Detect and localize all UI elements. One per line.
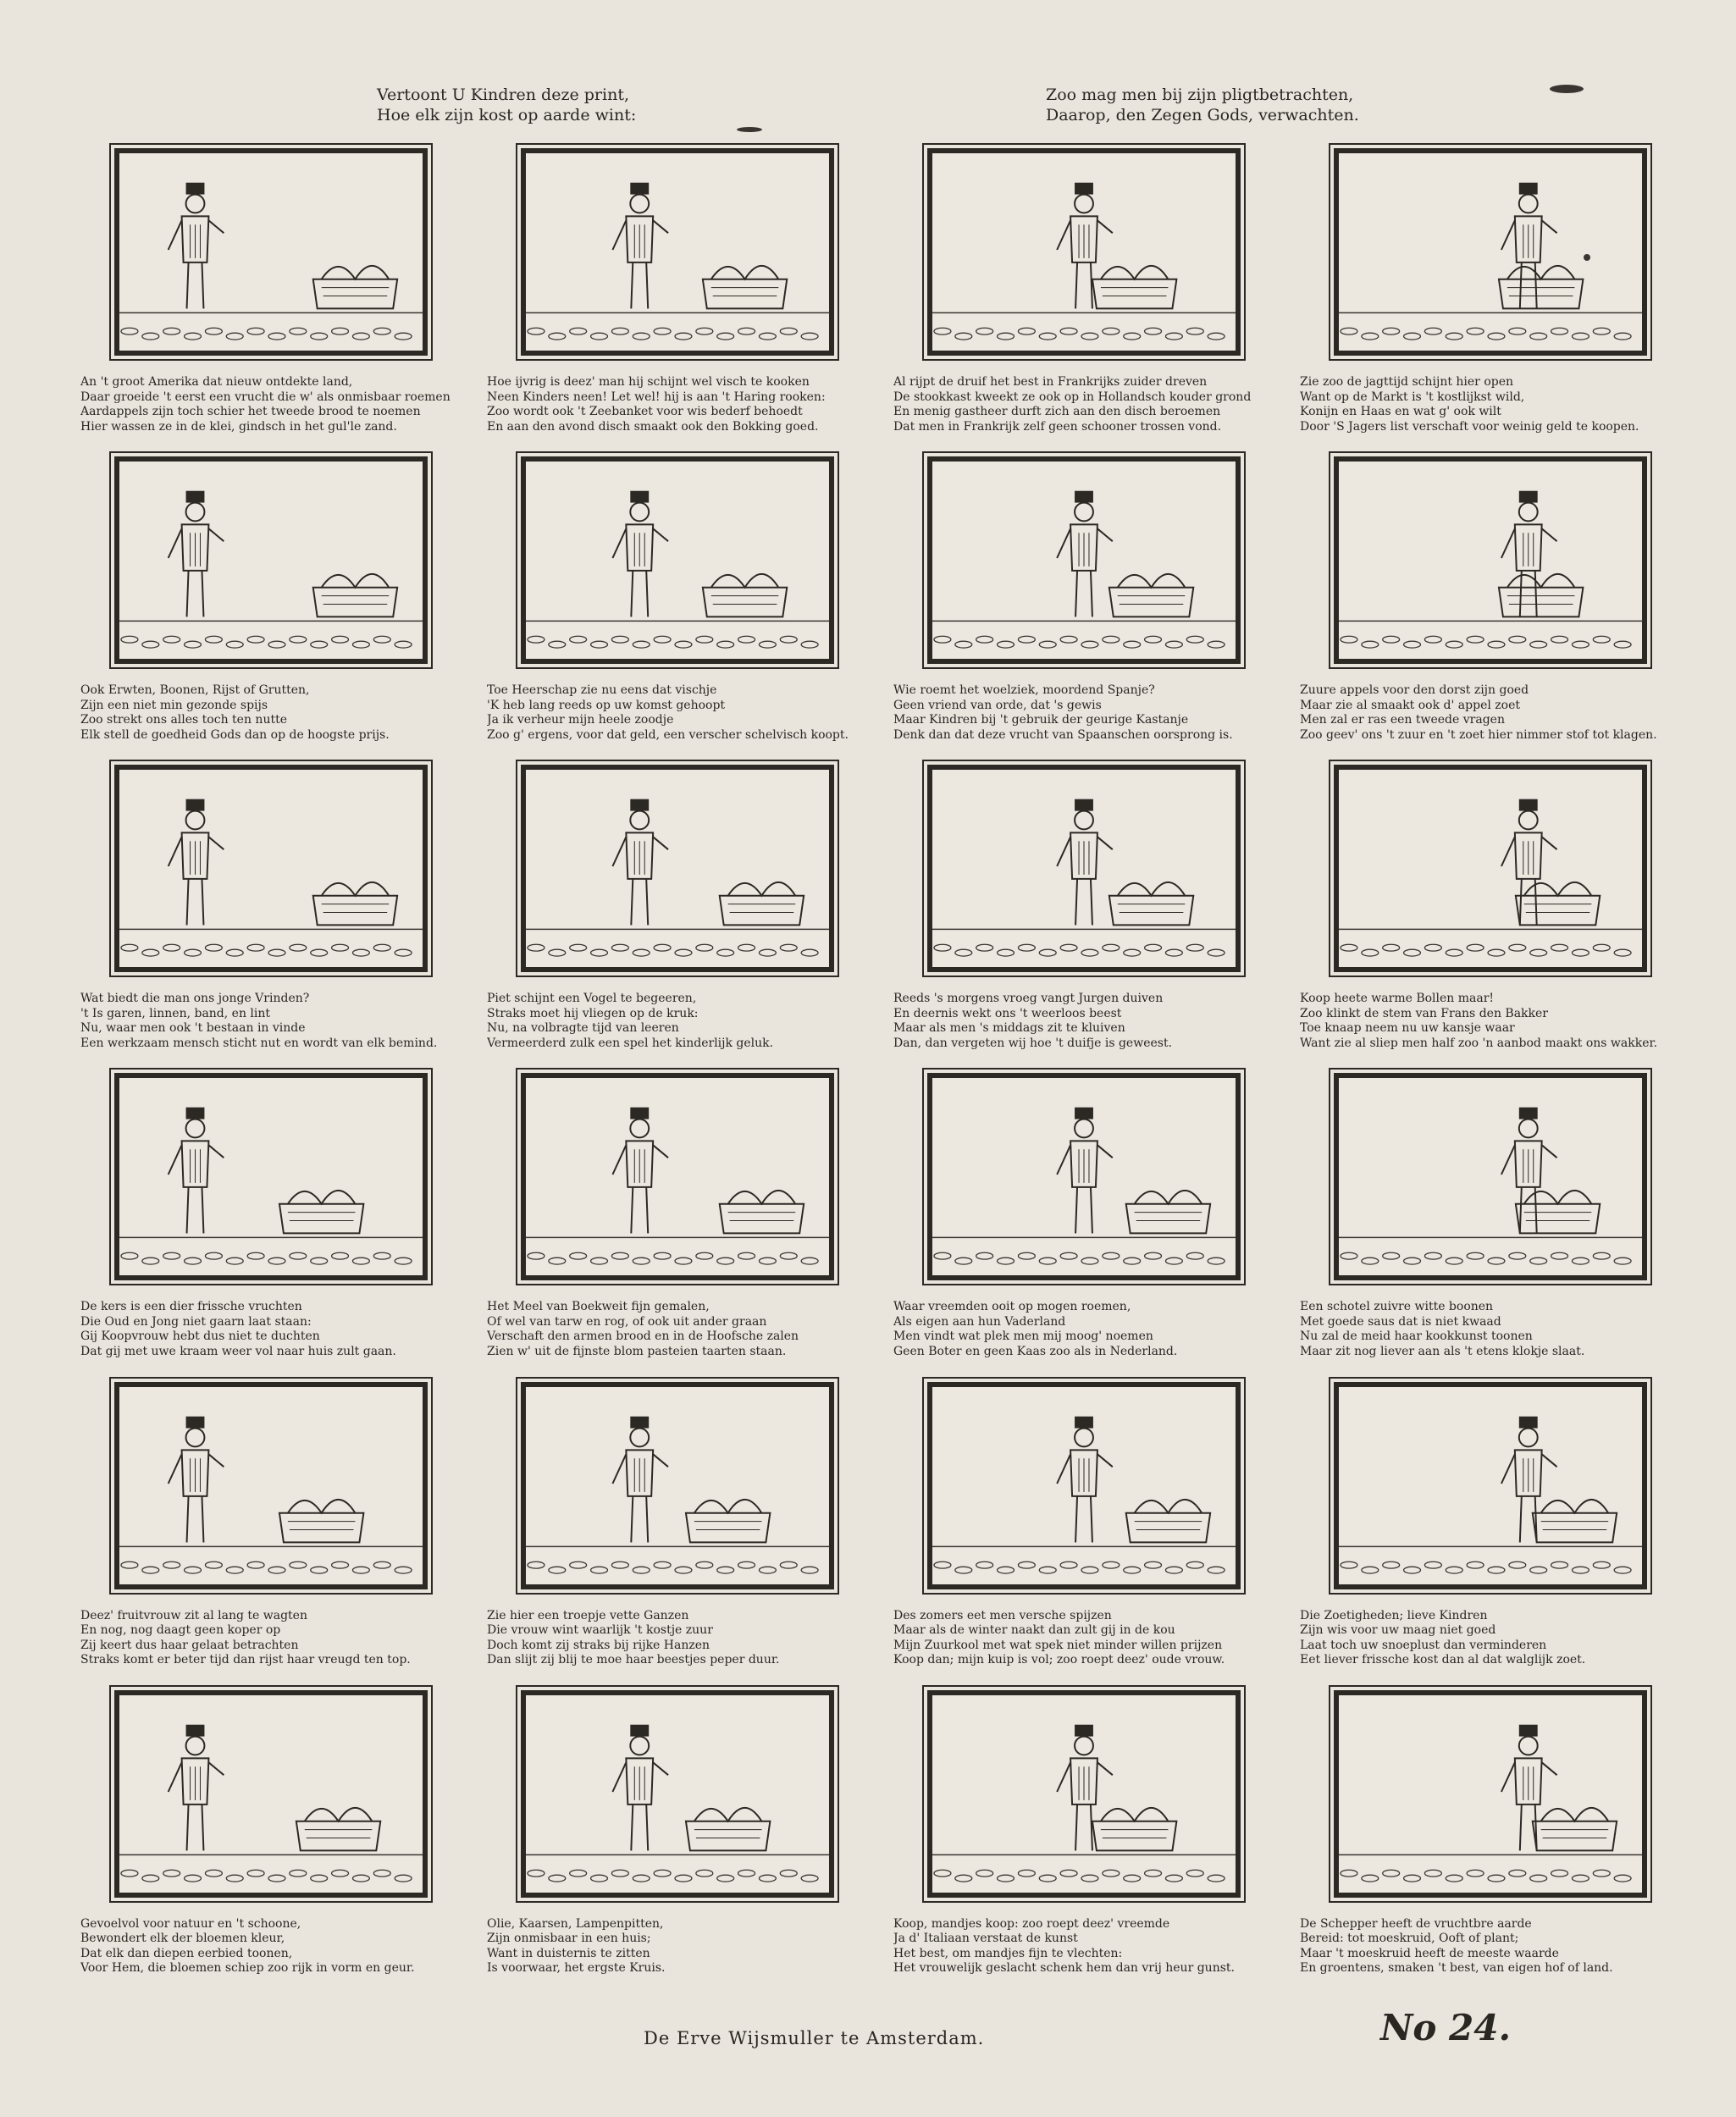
- verse-line: Denk dan dat deze vrucht van Spaanschen oorsprong is.: [893, 727, 1233, 742]
- verse-line: En groentens, smaken 't best, van eigen hof of land.: [1300, 1961, 1613, 1976]
- woodcut-baker-woman-selling-bread: [1339, 770, 1642, 967]
- verse-line: Zoo wordt ook 't Zeebanket voor wis bederf behoedt: [487, 405, 803, 418]
- verse-line: Een schotel zuivre witte boonen: [1300, 1300, 1494, 1314]
- header-left-line-2: Hoe elk zijn kost op aarde wint:: [377, 106, 637, 124]
- panel: [1300, 1374, 1656, 1682]
- verse-line: Straks komt er beter tijd dan rijst haar vreugd ten top.: [80, 1653, 411, 1667]
- verse: [1300, 683, 1672, 743]
- verse-line: Waar vreemden ooit op mogen roemen,: [893, 1300, 1131, 1314]
- verse-line: Zie zoo de jagttijd schijnt hier open: [1300, 375, 1514, 389]
- woodcut-illustration: [521, 456, 834, 664]
- woodcut-woman-buying-fish: [526, 462, 829, 659]
- woodcut-man-selling-grapes: [932, 153, 1236, 351]
- woodcut-illustration: [114, 1690, 428, 1898]
- verse-line: Een werkzaam mensch sticht nut en wordt van elk bemind.: [80, 1036, 438, 1050]
- verse-line: Hoe ijvrig is deez' man hij schijnt wel visch te kooken: [487, 375, 810, 389]
- panel: [893, 140, 1252, 448]
- verse-line: Zijn een niet min gezonde spijs: [80, 698, 268, 712]
- verse-line: Wie roemt het woelziek, moordend Spanje?: [893, 683, 1155, 698]
- verse-line: Vermeerderd zulk een spel het kinderlijk geluk.: [487, 1036, 774, 1050]
- panel: [80, 1682, 436, 1990]
- verse-line: Of wel van tarw en rog, of ook uit ander graan: [487, 1314, 767, 1329]
- verse-line: Olie, Kaarsen, Lampenpitten,: [487, 1916, 664, 1931]
- panel: [80, 1064, 436, 1373]
- verse-line: Men zal er ras een tweede vragen: [1300, 713, 1505, 727]
- verse-line: Al rijpt de druif het best in Frankrijks zuider dreven: [893, 375, 1208, 389]
- verse: [80, 1609, 453, 1668]
- verse-line: Dat elk dan diepen eerbied toonen,: [80, 1946, 293, 1960]
- panel: [487, 1374, 843, 1682]
- verse: [893, 1917, 1266, 1976]
- verse-line: Geen Boter en geen Kaas zoo als in Nederland.: [893, 1344, 1178, 1358]
- verse-line: En menig gastheer durft zich aan den disch beroemen: [893, 405, 1221, 418]
- verse-line: Elk stell de goedheid Gods dan op de hoogste prijs.: [80, 727, 390, 742]
- woodcut-illustration: [927, 1073, 1241, 1280]
- verse-line: Nu zal de meid haar kookkunst toonen: [1300, 1329, 1533, 1344]
- verse: [487, 375, 860, 434]
- verse-line: Konijn en Haas en wat g' ook wilt: [1300, 405, 1501, 418]
- verse-line: Door 'S Jagers list verschaft voor weinig geld te koopen.: [1300, 419, 1639, 434]
- verse: [893, 1300, 1266, 1359]
- panel: [893, 448, 1249, 756]
- verse-line: Reeds 's morgens vroeg vangt Jurgen duiven: [893, 992, 1164, 1006]
- panel-grid: [80, 140, 1656, 1990]
- woodcut-illustration: [1334, 1690, 1647, 1898]
- verse-line: Koop dan; mijn kuip is vol; zoo roept deez' oude vrouw.: [893, 1653, 1225, 1667]
- verse-line: Zie hier een troepje vette Ganzen: [487, 1608, 689, 1622]
- verse-line: Bereid: tot moeskruid, Ooft of plant;: [1300, 1932, 1519, 1946]
- verse-line: Zoo klinkt de stem van Frans den Bakker: [1300, 1006, 1548, 1020]
- verse-line: Zijn wis voor uw maag niet goed: [1300, 1623, 1496, 1638]
- panel: [487, 1064, 843, 1373]
- woodcut-linen-seller-at-stall: [119, 770, 423, 967]
- verse-line: Zuure appels voor den dorst zijn goed: [1300, 683, 1529, 698]
- panel: [80, 140, 451, 448]
- verse-line: Dan slijt zij blij te moe haar beestjes peper duur.: [487, 1653, 780, 1667]
- verse-line: Koop, mandjes koop: zoo roept deez' vreemde: [893, 1916, 1170, 1931]
- verse-line: Zijn onmisbaar in een huis;: [487, 1932, 651, 1946]
- panel: [487, 448, 849, 756]
- woodcut-vegetable-seller-at-stall: [1339, 1695, 1642, 1893]
- verse: [1300, 1300, 1672, 1359]
- woodcut-illustration: [521, 765, 834, 972]
- verse-line: Men vindt wat plek men mij moog' noemen: [893, 1329, 1153, 1344]
- woodcut-bird-seller-and-buyer: [526, 770, 829, 967]
- verse-line: Het best, om mandjes fijn te vlechten:: [893, 1946, 1123, 1960]
- panel: [80, 756, 436, 1064]
- verse-line: Maar als de winter naakt dan zult gij in de kou: [893, 1623, 1175, 1638]
- woodcut-oil-and-candle-seller: [526, 1695, 829, 1893]
- verse-line: Die Oud en Jong niet gaarn laat staan:: [80, 1314, 312, 1329]
- woodcut-fruit-woman-seated: [119, 1387, 423, 1584]
- woodcut-illustration: [521, 148, 834, 356]
- woodcut-illustration: [114, 456, 428, 664]
- woodcut-bean-seller-and-maid: [1339, 1078, 1642, 1275]
- verse-line: Zoo g' ergens, voor dat geld, een verscher schelvisch koopt.: [487, 727, 849, 742]
- verse-line: Neen Kinders neen! Let wel! hij is aan 't Haring rooken:: [487, 390, 826, 404]
- verse: [1300, 1609, 1672, 1668]
- panel: [487, 756, 843, 1064]
- woodcut-man-selling-chestnuts: [932, 462, 1236, 659]
- woodcut-sauerkraut-seller-with-tubs: [932, 1387, 1236, 1584]
- verse-line: Voor Hem, die bloemen schiep zoo rijk in vorm en geur.: [80, 1961, 415, 1976]
- verse: [80, 1300, 453, 1359]
- woodcut-flour-seller-at-stall: [526, 1078, 829, 1275]
- woodcut-woman-herding-geese: [526, 1387, 829, 1584]
- verse-line: Ook Erwten, Boonen, Rijst of Grutten,: [80, 683, 310, 698]
- verse-line: De kers is een dier frissche vruchten: [80, 1300, 302, 1314]
- verse-line: Het vrouwelijk geslacht schenk hem dan vrij heur gunst.: [893, 1961, 1235, 1976]
- panel: [80, 1374, 436, 1682]
- verse-line: Eet liever frissche kost dan al dat walglijk zoet.: [1300, 1653, 1586, 1667]
- verse-line: Piet schijnt een Vogel te begeeren,: [487, 992, 697, 1006]
- verse: [893, 375, 1266, 434]
- verse-line: De Schepper heeft de vruchtbre aarde: [1300, 1916, 1532, 1931]
- woodcut-illustration: [1334, 456, 1647, 664]
- woodcut-illustration: [521, 1073, 834, 1280]
- woodcut-illustration: [927, 1382, 1241, 1589]
- verse-line: En nog, nog daagt geen koper op: [80, 1623, 281, 1638]
- verse: [80, 375, 453, 434]
- verse-line: Met goede saus dat is niet kwaad: [1300, 1314, 1501, 1329]
- verse-line: Het Meel van Boekweit fijn gemalen,: [487, 1300, 710, 1314]
- verse-line: Zien w' uit de fijnste blom pasteien taarten staan.: [487, 1344, 787, 1358]
- woodcut-italian-basket-seller: [932, 1695, 1236, 1893]
- verse: [1300, 1917, 1672, 1976]
- woodcut-illustration: [927, 1690, 1241, 1898]
- verse-line: Nu, waar men ook 't bestaan in vinde: [80, 1021, 306, 1036]
- woodcut-pigeon-seller-with-crate: [932, 770, 1236, 967]
- woodcut-illustration: [927, 456, 1241, 664]
- verse: [80, 683, 453, 743]
- panel: [893, 1682, 1249, 1990]
- verse-line: Aardappels zijn toch schier het tweede brood te noemen: [80, 405, 421, 418]
- panel: [893, 756, 1249, 1064]
- verse-line: Koop heete warme Bollen maar!: [1300, 992, 1495, 1006]
- verse-line: Want zie al sliep men half zoo 'n aanbod maakt ons wakker.: [1300, 1036, 1658, 1050]
- header-verse: [0, 85, 1736, 135]
- verse-line: Ja ik verheur mijn heele zoodje: [487, 713, 674, 727]
- verse-line: Maar zie al smaakt ook d' appel zoet: [1300, 698, 1520, 712]
- woodcut-illustration: [927, 765, 1241, 972]
- verse-line: Deez' fruitvrouw zit al lang te wagten: [80, 1608, 307, 1622]
- verse-line: Zoo strekt ons alles toch ten nutte: [80, 713, 287, 727]
- verse-line: Maar Kindren bij 't gebruik der geurige Kastanje: [893, 713, 1189, 727]
- verse-line: An 't groot Amerika dat nieuw ontdekte land,: [80, 375, 353, 389]
- panel: [893, 1064, 1249, 1373]
- woodcut-man-with-apple-barrow: [1339, 462, 1642, 659]
- woodcut-flower-seller: [119, 1695, 423, 1893]
- woodcut-hunter-with-game-and-barrow: [1339, 153, 1642, 351]
- sheet-number: No 24.: [1380, 2007, 1512, 2048]
- verse-line: Laat toch uw snoeplust dan verminderen: [1300, 1638, 1547, 1652]
- verse-line: Nu, na volbragte tijd van leeren: [487, 1021, 679, 1036]
- panel: [1300, 1682, 1656, 1990]
- verse-line: Dat gij met uwe kraam weer vol naar huis zult gaan.: [80, 1344, 396, 1358]
- verse-line: 'K heb lang reeds op uw komst gehoopt: [487, 698, 726, 712]
- ink-smudge: [737, 127, 762, 132]
- verse: [80, 992, 453, 1051]
- ink-smudge: [1584, 254, 1590, 261]
- verse-line: En deernis wekt ons 't weerloos beest: [893, 1006, 1122, 1020]
- woodcut-illustration: [1334, 148, 1647, 356]
- woodcut-man-carrying-grain-sacks: [119, 462, 423, 659]
- verse: [487, 683, 860, 743]
- verse-line: Straks moet hij vliegen op de kruk:: [487, 1006, 699, 1020]
- verse-line: Toe Heerschap zie nu eens dat vischje: [487, 683, 717, 698]
- verse: [893, 992, 1266, 1051]
- verse-line: Des zomers eet men versche spijzen: [893, 1608, 1112, 1622]
- verse-line: 't Is garen, linnen, band, en lint: [80, 1006, 271, 1020]
- verse-line: Want op de Markt is 't kostlijkst wild,: [1300, 390, 1525, 404]
- verse: [1300, 375, 1672, 434]
- verse: [1300, 992, 1672, 1051]
- verse: [893, 1609, 1266, 1668]
- woodcut-man-beside-sacks-of-potatoes: [119, 153, 423, 351]
- woodcut-butter-and-cheese-seller: [932, 1078, 1236, 1275]
- panel: [1300, 140, 1656, 448]
- verse-line: Verschaft den armen brood en in de Hoofsche zalen: [487, 1329, 799, 1344]
- verse-line: Die Zoetigheden; lieve Kindren: [1300, 1608, 1488, 1622]
- woodcut-sweets-seller-at-table: [1339, 1387, 1642, 1584]
- panel: [1300, 756, 1656, 1064]
- woodcut-illustration: [1334, 765, 1647, 972]
- verse-line: Dat men in Frankrijk zelf geen schooner trossen vond.: [893, 419, 1222, 434]
- printer-imprint: De Erve Wijsmuller te Amsterdam.: [644, 2028, 985, 2048]
- verse: [487, 1609, 860, 1668]
- verse: [80, 1917, 453, 1976]
- panel: [1300, 1064, 1656, 1373]
- verse-line: De stookkast kweekt ze ook op in Hollandsch kouder grond: [893, 390, 1252, 404]
- woodcut-illustration: [521, 1382, 834, 1589]
- panel: [893, 1374, 1249, 1682]
- woodcut-illustration: [1334, 1073, 1647, 1280]
- verse-line: Doch komt zij straks bij rijke Hanzen: [487, 1638, 710, 1652]
- verse-line: Zoo geev' ons 't zuur en 't zoet hier nimmer stof tot klagen.: [1300, 727, 1657, 742]
- woodcut-illustration: [114, 1073, 428, 1280]
- panel: [487, 140, 843, 448]
- panel: [487, 1682, 843, 1990]
- woodcut-illustration: [114, 765, 428, 972]
- verse-line: Is voorwaar, het ergste Kruis.: [487, 1961, 666, 1976]
- verse: [893, 683, 1266, 743]
- verse-line: Bewondert elk der bloemen kleur,: [80, 1932, 285, 1946]
- woodcut-illustration: [114, 1382, 428, 1589]
- panel: [1300, 448, 1656, 756]
- verse-line: Gij Koopvrouw hebt dus niet te duchten: [80, 1329, 320, 1344]
- header-left-line-1: Vertoont U Kindren deze print,: [377, 86, 629, 104]
- verse-line: Toe knaap neem nu uw kansje waar: [1300, 1021, 1515, 1036]
- verse-line: Wat biedt die man ons jonge Vrinden?: [80, 992, 310, 1006]
- woodcut-fruit-woman-with-scales: [119, 1078, 423, 1275]
- woodcut-illustration: [521, 1690, 834, 1898]
- verse-line: Maar 't moeskruid heeft de meeste waarde: [1300, 1946, 1559, 1960]
- woodcut-illustration: [1334, 1382, 1647, 1589]
- verse-line: Maar zit nog liever aan als 't etens klokje slaat.: [1300, 1344, 1585, 1358]
- verse: [487, 1917, 860, 1976]
- verse-line: En aan den avond disch smaakt ook den Bokking goed.: [487, 419, 819, 434]
- verse-line: Mijn Zuurkool met wat spek niet minder willen prijzen: [893, 1638, 1223, 1652]
- verse-line: Zij keert dus haar gelaat betrachten: [80, 1638, 299, 1652]
- verse-line: Dan, dan vergeten wij hoe 't duifje is geweest.: [893, 1036, 1173, 1050]
- verse: [487, 992, 860, 1051]
- verse-line: Ja d' Italiaan verstaat de kunst: [893, 1932, 1078, 1946]
- verse-line: Daar groeide 't eerst een vrucht die w' als onmisbaar roemen: [80, 390, 451, 404]
- verse-line: Als eigen aan hun Vaderland: [893, 1314, 1066, 1329]
- header-right-line-1: Zoo mag men bij zijn pligtbetrachten,: [1046, 86, 1354, 104]
- woodcut-illustration: [114, 148, 428, 356]
- verse-line: Geen vriend van orde, dat 's gewis: [893, 698, 1102, 712]
- verse-line: Maar als men 's middags zit te kluiven: [893, 1021, 1125, 1036]
- verse-line: Hier wassen ze in de klei, gindsch in het gul'le zand.: [80, 419, 397, 434]
- header-right-line-2: Daarop, den Zegen Gods, verwachten.: [1046, 106, 1359, 124]
- woodcut-illustration: [927, 148, 1241, 356]
- ink-smudge: [1550, 85, 1584, 93]
- verse-line: Die vrouw wint waarlijk 't kostje zuur: [487, 1623, 713, 1638]
- verse-line: Want in duisternis te zitten: [487, 1946, 650, 1960]
- verse-line: Gevoelvol voor natuur en 't schoone,: [80, 1916, 301, 1931]
- woodcut-man-smoking-herring: [526, 153, 829, 351]
- verse: [487, 1300, 860, 1359]
- panel: [80, 448, 436, 756]
